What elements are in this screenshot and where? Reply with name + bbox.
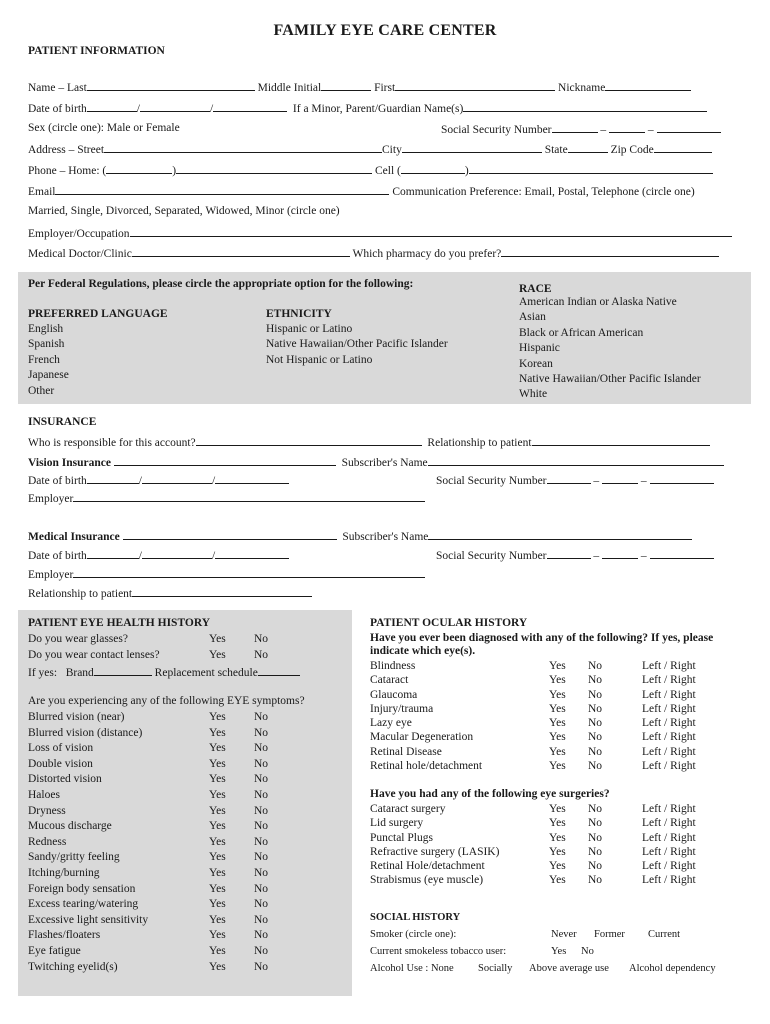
condition-left-right[interactable]: Left / Right — [642, 674, 696, 687]
medical-employer-field[interactable] — [73, 567, 425, 578]
symptom-no[interactable]: No — [254, 835, 269, 848]
cell-phone-label: Cell ( — [374, 165, 401, 177]
vision-ssn-label: Social Security Number — [436, 475, 547, 487]
vision-ssn-part3-field[interactable] — [650, 473, 714, 484]
condition-left-right[interactable]: Left / Right — [642, 702, 696, 715]
symptom-label: Sandy/gritty feeling — [28, 851, 120, 864]
condition-yes[interactable]: Yes — [549, 731, 566, 744]
ssn-label: Social Security Number — [441, 124, 552, 136]
surgery-label: Lid surgery — [370, 817, 424, 830]
vision-ssn-part2-field[interactable] — [602, 473, 638, 484]
vision-ssn-part1-field[interactable] — [547, 473, 591, 484]
first-name-field[interactable] — [395, 80, 555, 91]
state-field[interactable] — [568, 142, 608, 153]
condition-no[interactable]: No — [588, 760, 603, 773]
condition-label: Macular Degeneration — [370, 731, 474, 744]
condition-left-right[interactable]: Left / Right — [642, 717, 696, 730]
race-option[interactable]: Black or African American — [519, 326, 644, 339]
alcohol-above-average[interactable]: Above average use — [529, 963, 609, 974]
surgery-yes[interactable]: Yes — [549, 831, 566, 844]
condition-label: Cataract — [370, 674, 409, 687]
surgery-yes[interactable]: Yes — [549, 860, 566, 873]
ssn-part1-field[interactable] — [552, 122, 598, 133]
smoker-former[interactable]: Former — [594, 929, 625, 940]
symptom-label: Eye fatigue — [28, 944, 81, 957]
surgery-left-right[interactable]: Left / Right — [642, 845, 696, 858]
marital-status[interactable]: Married, Single, Divorced, Separated, Widowed, Minor (circle one) — [28, 205, 340, 217]
nickname-field[interactable] — [605, 80, 691, 91]
race-option[interactable]: Asian — [519, 311, 546, 324]
language-option[interactable]: Spanish — [28, 338, 65, 351]
surgery-left-right[interactable]: Left / Right — [642, 831, 696, 844]
employer-occupation-label: Employer/Occupation — [28, 228, 130, 240]
condition-no[interactable]: No — [588, 731, 603, 744]
ethnicity-option[interactable]: Not Hispanic or Latino — [266, 353, 373, 366]
zip-label: Zip Code — [610, 144, 654, 156]
medical-ssn-part1-field[interactable] — [547, 548, 591, 559]
symptom-label: Blurred vision (near) — [28, 711, 125, 723]
language-option[interactable]: Japanese — [28, 369, 69, 382]
surgery-no[interactable]: No — [588, 803, 603, 815]
cell-phone-field[interactable] — [469, 163, 713, 174]
symptom-yes[interactable]: Yes — [209, 773, 226, 786]
condition-list — [370, 659, 482, 773]
if-yes-label: If yes: — [28, 667, 58, 679]
surgery-yes-column — [549, 802, 566, 888]
symptom-no[interactable]: No — [254, 898, 269, 911]
contacts-detail-row — [28, 665, 300, 679]
dob-month-field[interactable] — [87, 101, 137, 112]
condition-label: Injury/trauma — [370, 702, 434, 715]
smokeless-yes[interactable]: Yes — [551, 946, 567, 957]
cell-area-code-field[interactable] — [401, 163, 465, 174]
surgery-yes[interactable]: Yes — [549, 803, 566, 815]
surgery-label: Refractive surgery (LASIK) — [370, 845, 500, 858]
doctor-row — [28, 246, 719, 260]
symptom-yes[interactable]: Yes — [209, 882, 226, 895]
dash: – — [647, 124, 654, 136]
ethnicity-option[interactable]: Native Hawaiian/Other Pacific Islander — [266, 338, 448, 351]
dash: – — [600, 124, 607, 136]
symptom-no-column — [254, 710, 268, 975]
medical-subscriber-field[interactable] — [428, 529, 692, 540]
symptom-yes[interactable]: Yes — [209, 726, 226, 739]
middle-initial-label: Middle Initial — [257, 82, 322, 94]
employer-occupation-field[interactable] — [130, 226, 732, 237]
vision-ssn-row — [436, 473, 714, 487]
eye-health-heading: PATIENT EYE HEALTH HISTORY — [28, 617, 211, 629]
symptom-yes[interactable]: Yes — [209, 757, 226, 770]
smokeless-no[interactable]: No — [581, 946, 594, 957]
surgery-left-right[interactable]: Left / Right — [642, 817, 696, 830]
ocular-heading: PATIENT OCULAR HISTORY — [370, 617, 528, 629]
slash: / — [209, 103, 214, 115]
street-label: Address – Street — [28, 144, 105, 156]
zip-field[interactable] — [654, 142, 712, 153]
medical-dob-label: Date of birth — [28, 550, 87, 562]
surgery-no-column — [588, 802, 602, 888]
communication-preference[interactable]: Communication Preference: Email, Postal, Telephone (circle one) — [392, 186, 695, 198]
surgery-eye-column — [642, 802, 696, 888]
city-field[interactable] — [402, 142, 542, 153]
nickname-label: Nickname — [558, 82, 606, 94]
smoker-never[interactable]: Never — [551, 929, 577, 940]
condition-yes[interactable]: Yes — [549, 760, 566, 773]
responsible-row — [28, 435, 710, 449]
patient-info-heading: PATIENT INFORMATION — [28, 45, 165, 57]
symptom-label: Excessive light sensitivity — [28, 913, 149, 926]
pharmacy-label: Which pharmacy do you prefer? — [352, 248, 502, 260]
surgery-no[interactable]: No — [588, 845, 603, 858]
symptom-label: Blurred vision (distance) — [28, 726, 143, 739]
symptom-no[interactable]: No — [254, 788, 269, 801]
state-label: State — [544, 144, 568, 156]
brand-field[interactable] — [94, 665, 152, 676]
surgery-label: Strabismus (eye muscle) — [370, 874, 484, 887]
email-field[interactable] — [55, 184, 389, 195]
race-option[interactable]: Native Hawaiian/Other Pacific Islander — [519, 372, 701, 385]
language-list — [28, 322, 69, 399]
contacts-no[interactable]: No — [254, 649, 269, 661]
slash: / — [211, 475, 216, 487]
condition-no[interactable]: No — [588, 702, 603, 715]
brand-label: Brand — [65, 667, 94, 679]
medical-dob-month-field[interactable] — [87, 548, 139, 559]
medical-subscriber-label: Subscriber's Name — [342, 531, 429, 543]
home-phone-field[interactable] — [176, 163, 372, 174]
surgery-question: Have you had any of the following eye surgeries? — [370, 788, 610, 800]
name-last-field[interactable] — [87, 80, 255, 91]
condition-no[interactable]: No — [588, 745, 603, 758]
symptom-yes[interactable]: Yes — [209, 960, 226, 973]
contacts-yes[interactable]: Yes — [209, 649, 226, 661]
language-option[interactable]: Other — [28, 384, 55, 397]
surgery-list — [370, 802, 499, 888]
condition-eye-column — [642, 659, 696, 773]
condition-left-right[interactable]: Left / Right — [642, 745, 696, 758]
glasses-no[interactable]: No — [254, 633, 269, 645]
medical-employer-label: Employer — [28, 569, 74, 581]
social-heading: SOCIAL HISTORY — [370, 912, 461, 923]
language-heading: PREFERRED LANGUAGE — [28, 308, 168, 320]
symptom-no[interactable]: No — [254, 929, 269, 942]
home-area-code-field[interactable] — [106, 163, 172, 174]
slash: / — [136, 103, 140, 115]
medical-insurance-label: Medical Insurance — [28, 531, 120, 543]
phone-row — [28, 163, 713, 177]
smokeless-label: Current smokeless tobacco user: — [370, 946, 507, 957]
condition-no[interactable]: No — [588, 674, 603, 687]
symptom-no[interactable]: No — [254, 960, 269, 973]
condition-label: Blindness — [370, 660, 416, 672]
condition-no[interactable]: No — [588, 717, 603, 730]
symptom-yes[interactable]: Yes — [209, 944, 226, 957]
surgery-label: Punctal Plugs — [370, 831, 433, 844]
medical-dob-row — [28, 548, 289, 562]
symptom-no[interactable]: No — [254, 851, 269, 864]
condition-left-right[interactable]: Left / Right — [642, 731, 696, 744]
name-last-label: Name – Last — [28, 82, 87, 94]
condition-label: Retinal hole/detachment — [370, 760, 483, 773]
symptom-label: Double vision — [28, 757, 93, 770]
surgery-no[interactable]: No — [588, 860, 603, 873]
symptom-no[interactable]: No — [254, 944, 269, 957]
dob-label: Date of birth — [28, 103, 87, 115]
symptom-label: Redness — [28, 835, 67, 848]
symptom-yes[interactable]: Yes — [209, 851, 226, 864]
symptom-no[interactable]: No — [254, 711, 269, 723]
symptom-label: Mucous discharge — [28, 820, 112, 833]
form-title: FAMILY EYE CARE CENTER — [273, 22, 497, 39]
ethnicity-option[interactable]: Hispanic or Latino — [266, 323, 353, 335]
employer-row — [28, 226, 732, 240]
relationship-field[interactable] — [532, 435, 710, 446]
symptom-yes[interactable]: Yes — [209, 742, 226, 755]
symptom-yes-column — [209, 710, 226, 975]
symptom-label: Dryness — [28, 804, 66, 817]
vision-dob-year-field[interactable] — [215, 473, 289, 484]
symptom-no[interactable]: No — [254, 820, 269, 833]
dash: – — [640, 550, 647, 562]
surgery-no[interactable]: No — [588, 817, 603, 830]
dob-year-field[interactable] — [213, 101, 287, 112]
symptom-label: Foreign body sensation — [28, 882, 136, 895]
smoker-label: Smoker (circle one): — [370, 929, 457, 940]
city-label: City — [382, 144, 402, 156]
relationship-to-patient-field[interactable] — [132, 586, 312, 597]
relationship-row — [28, 586, 312, 600]
alcohol-socially[interactable]: Socially — [478, 963, 513, 974]
surgery-yes[interactable]: Yes — [549, 817, 566, 830]
surgery-label: Retinal Hole/detachment — [370, 860, 485, 873]
dash: – — [593, 550, 600, 562]
relationship-to-patient-label: Relationship to patient — [28, 588, 133, 600]
glasses-yes[interactable]: Yes — [209, 633, 226, 645]
vision-subscriber-label: Subscriber's Name — [341, 457, 428, 469]
symptom-no[interactable]: No — [254, 913, 269, 926]
contacts-question: Do you wear contact lenses? — [28, 649, 160, 661]
surgery-yes[interactable]: Yes — [549, 874, 566, 887]
slash: / — [138, 550, 142, 562]
symptom-no[interactable]: No — [254, 804, 269, 817]
symptom-label: Flashes/floaters — [28, 929, 101, 942]
condition-left-right[interactable]: Left / Right — [642, 688, 696, 701]
medical-dob-year-field[interactable] — [215, 548, 289, 559]
surgery-yes[interactable]: Yes — [549, 845, 566, 858]
ssn-row — [441, 122, 721, 136]
condition-yes[interactable]: Yes — [549, 702, 566, 715]
email-label: Email — [28, 186, 56, 198]
symptom-yes[interactable]: Yes — [209, 835, 226, 848]
dob-day-field[interactable] — [140, 101, 210, 112]
ocular-question: Have you ever been diagnosed with any of the following? If yes, please — [370, 632, 714, 644]
email-row — [28, 184, 695, 198]
race-list — [519, 295, 701, 403]
symptom-no[interactable]: No — [254, 726, 269, 739]
dash: – — [640, 475, 647, 487]
symptom-label: Loss of vision — [28, 742, 94, 755]
condition-yes[interactable]: Yes — [549, 688, 566, 701]
slash: / — [138, 475, 142, 487]
smoker-current[interactable]: Current — [648, 929, 681, 940]
federal-heading: Per Federal Regulations, please circle the appropriate option for the following: — [28, 278, 414, 290]
condition-yes[interactable]: Yes — [549, 660, 566, 672]
medical-ssn-part3-field[interactable] — [650, 548, 714, 559]
surgery-left-right[interactable]: Left / Right — [642, 803, 696, 815]
vision-employer-row — [28, 491, 425, 505]
surgery-no[interactable]: No — [588, 831, 603, 844]
medical-doctor-field[interactable] — [132, 246, 350, 257]
alcohol-dependency[interactable]: Alcohol dependency — [629, 963, 716, 974]
symptom-yes[interactable]: Yes — [209, 929, 226, 942]
dob-row — [28, 101, 707, 115]
paren: ) — [172, 165, 177, 177]
symptoms-question: Are you experiencing any of the following EYE symptoms? — [28, 695, 305, 707]
vision-insurance-field[interactable] — [114, 455, 336, 466]
symptom-no[interactable]: No — [254, 757, 269, 770]
symptom-no[interactable]: No — [254, 866, 269, 879]
replacement-field[interactable] — [258, 665, 300, 676]
guardian-field[interactable] — [463, 101, 707, 112]
medical-insurance-field[interactable] — [123, 529, 337, 540]
ethnicity-heading: ETHNICITY — [266, 308, 332, 320]
address-row — [28, 142, 712, 156]
condition-left-right[interactable]: Left / Right — [642, 660, 696, 672]
responsible-field[interactable] — [196, 435, 422, 446]
vision-insurance-row — [28, 455, 724, 469]
symptom-no[interactable]: No — [254, 742, 269, 755]
replacement-label: Replacement schedule — [154, 667, 258, 679]
surgery-no[interactable]: No — [588, 874, 603, 887]
symptom-label: Twitching eyelid(s) — [28, 960, 118, 973]
ssn-part3-field[interactable] — [657, 122, 721, 133]
surgery-label: Cataract surgery — [370, 803, 446, 815]
symptom-label: Haloes — [28, 788, 60, 801]
relationship-label: Relationship to patient — [427, 437, 532, 449]
race-option[interactable]: Korean — [519, 357, 553, 370]
condition-yes[interactable]: Yes — [549, 674, 566, 687]
symptom-yes[interactable]: Yes — [209, 898, 226, 911]
symptom-yes[interactable]: Yes — [209, 913, 226, 926]
condition-yes-column — [549, 659, 566, 773]
vision-dob-month-field[interactable] — [87, 473, 139, 484]
symptom-label: Excess tearing/watering — [28, 898, 139, 911]
language-option[interactable]: French — [28, 353, 60, 366]
medical-insurance-row — [28, 529, 692, 543]
symptom-yes[interactable]: Yes — [209, 804, 226, 817]
medical-ssn-row — [436, 548, 714, 562]
condition-label: Lazy eye — [370, 717, 412, 730]
sex-label[interactable]: Sex (circle one): Male or Female — [28, 122, 180, 134]
medical-ssn-label: Social Security Number — [436, 550, 547, 562]
ocular-question-cont: indicate which eye(s). — [370, 645, 476, 657]
symptom-yes[interactable]: Yes — [209, 866, 226, 879]
surgery-left-right[interactable]: Left / Right — [642, 860, 696, 873]
language-option[interactable]: English — [28, 323, 64, 335]
medical-ssn-part2-field[interactable] — [602, 548, 638, 559]
medical-employer-row — [28, 567, 425, 581]
responsible-label: Who is responsible for this account? — [28, 437, 196, 449]
vision-dob-label: Date of birth — [28, 475, 87, 487]
insurance-heading: INSURANCE — [28, 416, 97, 428]
vision-dob-day-field[interactable] — [142, 473, 212, 484]
symptom-list — [28, 710, 148, 975]
symptom-no[interactable]: No — [254, 773, 269, 786]
race-option[interactable]: American Indian or Alaska Native — [519, 296, 677, 308]
surgery-left-right[interactable]: Left / Right — [642, 874, 696, 887]
first-name-label: First — [374, 82, 396, 94]
vision-insurance-label: Vision Insurance — [28, 457, 111, 469]
vision-employer-label: Employer — [28, 493, 74, 505]
middle-initial-field[interactable] — [321, 80, 371, 91]
symptom-yes[interactable]: Yes — [209, 820, 226, 833]
condition-no[interactable]: No — [588, 660, 603, 672]
symptom-label: Distorted vision — [28, 773, 102, 786]
vision-subscriber-field[interactable] — [428, 455, 724, 466]
symptom-yes[interactable]: Yes — [209, 711, 226, 723]
home-phone-label: Phone – Home: ( — [28, 165, 107, 177]
condition-no[interactable]: No — [588, 688, 603, 701]
dash: – — [593, 475, 600, 487]
paren: ) — [464, 165, 469, 177]
vision-dob-row — [28, 473, 289, 487]
condition-no-column — [588, 659, 602, 773]
ssn-part2-field[interactable] — [609, 122, 645, 133]
race-heading: RACE — [519, 283, 552, 295]
medical-doctor-label: Medical Doctor/Clinic — [28, 248, 132, 260]
symptom-label: Itching/burning — [28, 866, 100, 879]
pharmacy-field[interactable] — [501, 246, 719, 257]
condition-label: Retinal Disease — [370, 745, 442, 758]
slash: / — [211, 550, 216, 562]
glasses-question: Do you wear glasses? — [28, 633, 128, 645]
vision-employer-field[interactable] — [73, 491, 425, 502]
symptom-yes[interactable]: Yes — [209, 788, 226, 801]
medical-dob-day-field[interactable] — [142, 548, 212, 559]
guardian-label: If a Minor, Parent/Guardian Name(s) — [292, 103, 464, 115]
race-option[interactable]: White — [519, 388, 548, 401]
ethnicity-list — [266, 322, 448, 368]
condition-left-right[interactable]: Left / Right — [642, 760, 696, 773]
condition-yes[interactable]: Yes — [549, 745, 566, 758]
race-option[interactable]: Hispanic — [519, 342, 560, 355]
alcohol-none[interactable]: Alcohol Use : None — [370, 963, 454, 974]
condition-yes[interactable]: Yes — [549, 717, 566, 730]
street-field[interactable] — [104, 142, 382, 153]
name-row — [28, 80, 691, 94]
condition-label: Glaucoma — [370, 688, 418, 701]
symptom-no[interactable]: No — [254, 882, 269, 895]
